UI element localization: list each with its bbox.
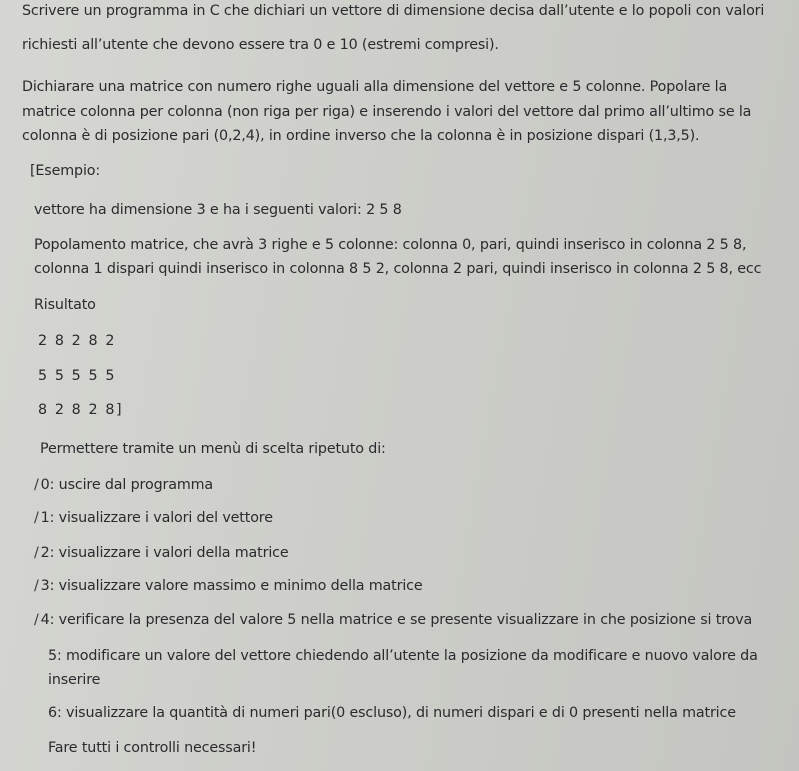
result-label: Risultato (34, 297, 96, 313)
check-mark-icon: / (34, 477, 39, 493)
matrix-paragraph-line-3: colonna è di posizione pari (0,2,4), in ordine inverso che la colonna è in posizione dispari (1,3,5). (22, 128, 700, 144)
check-mark-icon: / (34, 578, 39, 594)
menu-item-4-text: 4: verificare la presenza del valore 5 nella matrice e se presente visualizzare in che posizione si trova (40, 612, 753, 628)
menu-item-6: 6: visualizzare la quantità di numeri pari(0 escluso), di numeri dispari e di 0 presenti nella matrice (48, 705, 736, 721)
intro-line-2: richiesti all’utente che devono essere tra 0 e 10 (estremi compresi). (22, 37, 499, 53)
result-row-1: 2 8 2 8 2 (38, 333, 117, 349)
menu-heading: Permettere tramite un menù di scelta ripetuto di: (40, 441, 386, 457)
menu-item-2 (34, 545, 289, 561)
closing-line: Fare tutti i controlli necessari! (48, 740, 257, 756)
matrix-paragraph-line-2: matrice colonna per colonna (non riga per riga) e inserendo i valori del vettore dal primo all’ultimo se la (22, 104, 752, 120)
menu-item-0 (34, 477, 213, 493)
check-mark-icon: / (34, 612, 39, 628)
menu-item-1-text: 1: visualizzare i valori del vettore (40, 510, 273, 526)
check-mark-icon: / (34, 510, 39, 526)
menu-item-3 (34, 578, 423, 594)
menu-item-3-text: 3: visualizzare valore massimo e minimo della matrice (40, 578, 423, 594)
menu-item-4 (34, 612, 752, 628)
menu-item-2-text: 2: visualizzare i valori della matrice (40, 545, 289, 561)
menu-item-0-text: 0: uscire dal programma (40, 477, 213, 493)
matrix-paragraph-line-1: Dichiarare una matrice con numero righe uguali alla dimensione del vettore e 5 colonne. Popolare la (22, 79, 728, 95)
menu-item-1 (34, 510, 273, 526)
example-population-line-1: Popolamento matrice, che avrà 3 righe e 5 colonne: colonna 0, pari, quindi inserisco in colonna 2 5 8, (34, 237, 747, 253)
menu-item-5: 5: modificare un valore del vettore chiedendo all’utente la posizione da modificare e nuovo valore da (48, 648, 758, 664)
check-mark-icon: / (34, 545, 39, 561)
example-heading: [Esempio: (30, 163, 101, 179)
menu-item-5-continued: inserire (48, 672, 101, 688)
result-row-3: 8 2 8 2 8] (38, 402, 124, 418)
intro-line-1: Scrivere un programma in C che dichiari un vettore di dimensione decisa dall’utente e lo popoli con valori (22, 3, 765, 19)
result-row-2: 5 5 5 5 5 (38, 368, 117, 384)
example-population-line-2: colonna 1 dispari quindi inserisco in colonna 8 5 2, colonna 2 pari, quindi inserisco in colonna 2 5 8, ecc (34, 261, 762, 277)
example-vector-line: vettore ha dimensione 3 e ha i seguenti valori: 2 5 8 (34, 202, 402, 218)
